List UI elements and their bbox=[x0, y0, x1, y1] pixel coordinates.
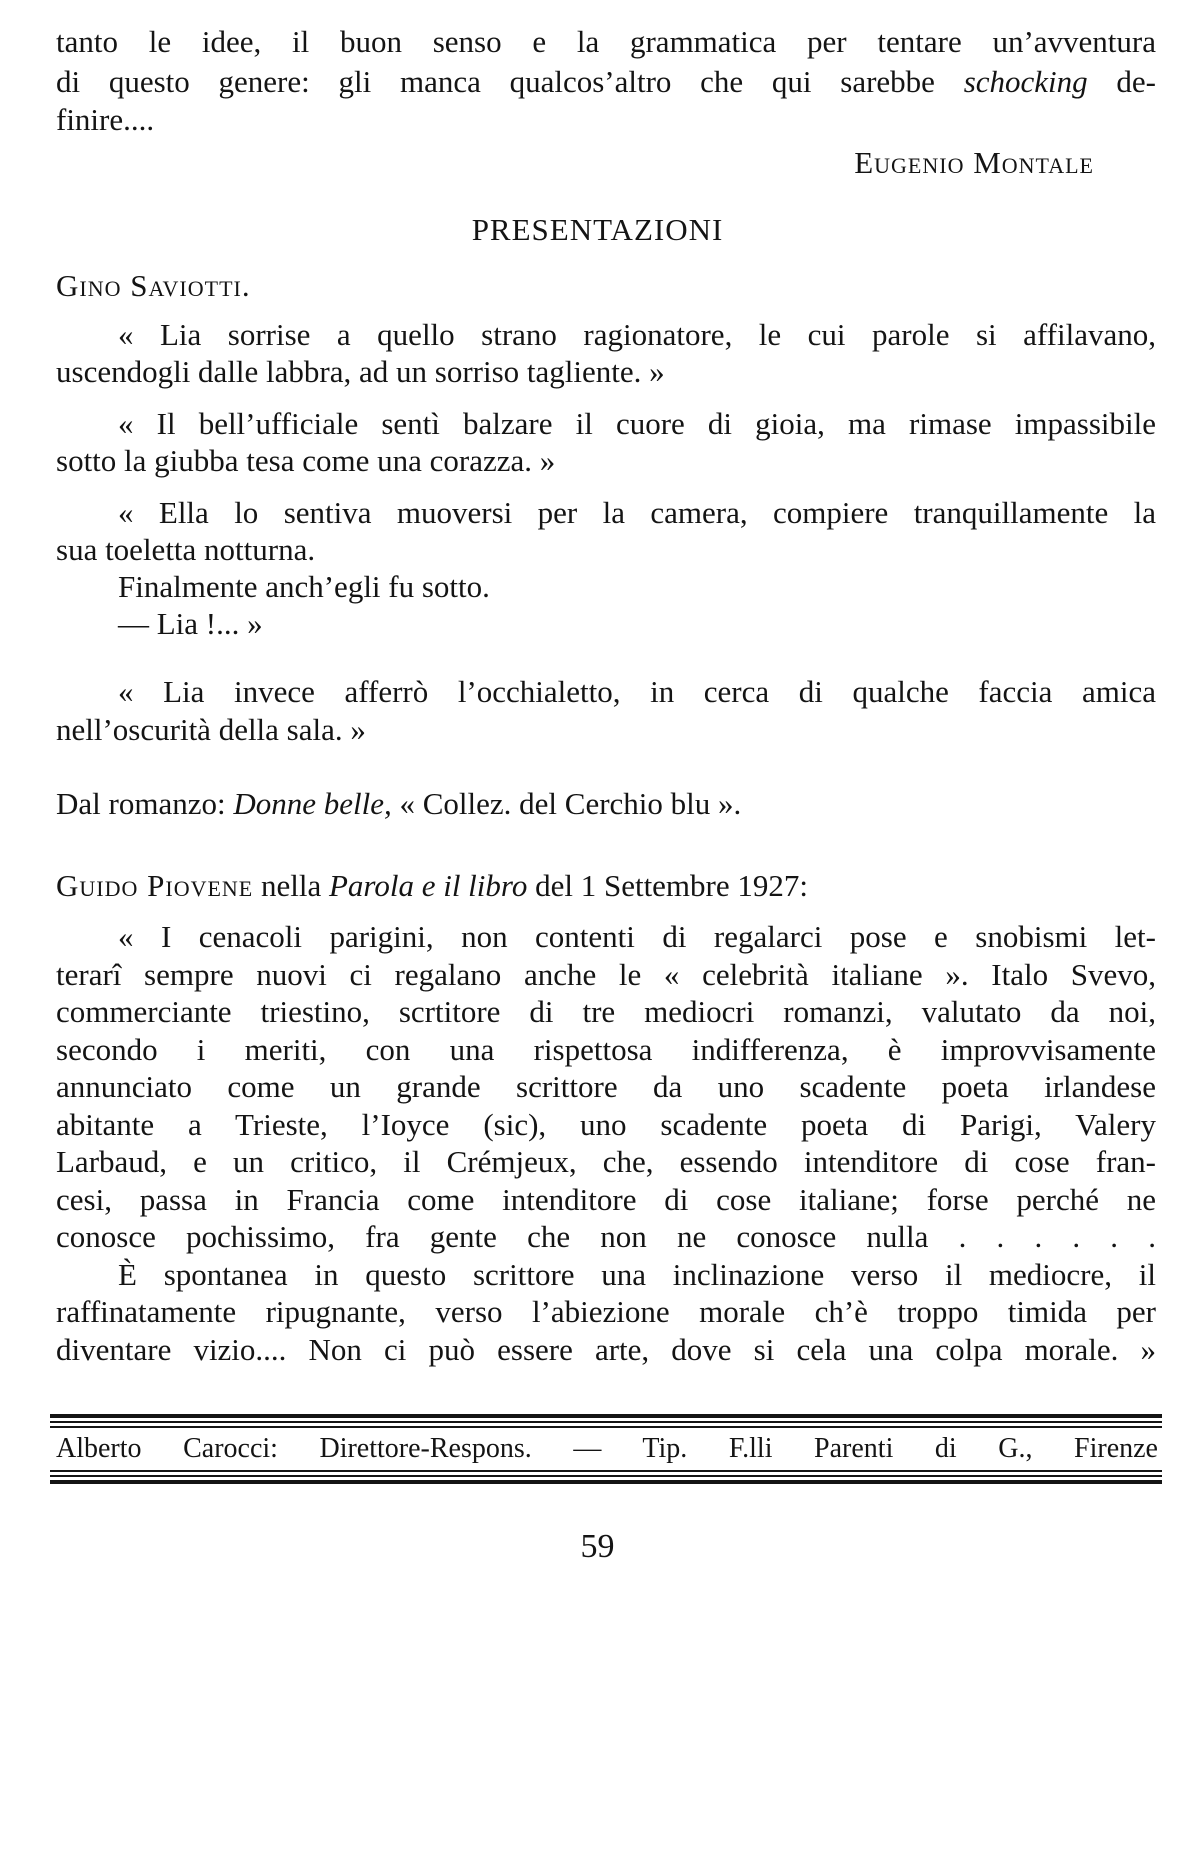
quote-line: — Lia !... » bbox=[118, 606, 263, 641]
text-line: di questo genere: gli manca qualcos’altro che qui sarebbe schocking de- bbox=[56, 64, 1156, 99]
paragraph-line: raffinatamente ripugnante, verso l’abiezione morale ch’è troppo timida per bbox=[56, 1294, 1156, 1329]
quote-line: « Lia sorrise a quello strano ragionatore, le cui parole si affilavano, bbox=[118, 317, 1156, 352]
footer-rule bbox=[50, 1421, 1162, 1423]
footer-rule bbox=[50, 1414, 1162, 1418]
footer-rule bbox=[50, 1470, 1162, 1472]
paragraph-line: secondo i meriti, con una rispettosa indifferenza, è improvvisamente bbox=[56, 1032, 1156, 1067]
footer-rule bbox=[50, 1426, 1162, 1428]
author-citation: Guido Piovene nella Parola e il libro del 1 Settembre 1927: bbox=[56, 868, 808, 903]
text-line: tanto le idee, il buon senso e la grammatica per tentare un’avventura bbox=[56, 24, 1156, 59]
quote-line: « Ella lo sentiva muoversi per la camera, compiere tranquillamente la bbox=[118, 495, 1156, 530]
paragraph-line: terarî sempre nuovi ci regalano anche le « celebrità italiane ». Italo Svevo, bbox=[56, 957, 1156, 992]
quote-line: sotto la giubba tesa come una corazza. » bbox=[56, 443, 556, 478]
paragraph-line: commerciante triestino, scrtitore di tre mediocri romanzi, valutato da noi, bbox=[56, 994, 1156, 1029]
quote-line: uscendogli dalle labbra, ad un sorriso tagliente. » bbox=[56, 354, 665, 389]
source-citation: Dal romanzo: Donne belle, « Collez. del Cerchio blu ». bbox=[56, 786, 742, 821]
quote-line: « Lia invece afferrò l’occhialetto, in cerca di qualche faccia amica bbox=[118, 674, 1156, 709]
paragraph-line: È spontanea in questo scrittore una inclinazione verso il mediocre, il bbox=[118, 1257, 1156, 1292]
paragraph-line: abitante a Trieste, l’Ioyce (sic), uno scadente poeta di Parigi, Valery bbox=[56, 1107, 1156, 1142]
quote-line: Finalmente anch’egli fu sotto. bbox=[118, 569, 490, 604]
section-heading: PRESENTAZIONI bbox=[471, 212, 724, 247]
text-line: finire.... bbox=[56, 102, 155, 137]
quote-line: nell’oscurità della sala. » bbox=[56, 712, 366, 747]
author-signature: Eugenio Montale bbox=[854, 145, 1094, 180]
author-name: Gino Saviotti. bbox=[56, 268, 251, 303]
imprint-line: Alberto Carocci: Direttore-Respons. — Tip. F.lli Parenti di G., Firenze bbox=[56, 1433, 1158, 1464]
paragraph-line: « I cenacoli parigini, non contenti di regalarci pose e snobismi let- bbox=[118, 919, 1156, 954]
paragraph-line: Larbaud, e un critico, il Crémjeux, che, essendo intenditore di cose fran- bbox=[56, 1144, 1156, 1179]
footer-rule bbox=[50, 1480, 1162, 1484]
paragraph-line: cesi, passa in Francia come intenditore di cose italiane; forse perché ne bbox=[56, 1182, 1156, 1217]
paragraph-line: conosce pochissimo, fra gente che non ne conosce nulla . . . . . . bbox=[56, 1219, 1156, 1254]
paragraph-line: annunciato come un grande scrittore da uno scadente poeta irlandese bbox=[56, 1069, 1156, 1104]
paragraph-line: diventare vizio.... Non ci può essere arte, dove si cela una colpa morale. » bbox=[56, 1332, 1156, 1367]
quote-line: sua toeletta notturna. bbox=[56, 532, 316, 567]
page-number: 59 bbox=[580, 1528, 615, 1565]
quote-line: « Il bell’ufficiale sentì balzare il cuore di gioia, ma rimase impassibile bbox=[118, 406, 1156, 441]
footer-rule bbox=[50, 1475, 1162, 1477]
